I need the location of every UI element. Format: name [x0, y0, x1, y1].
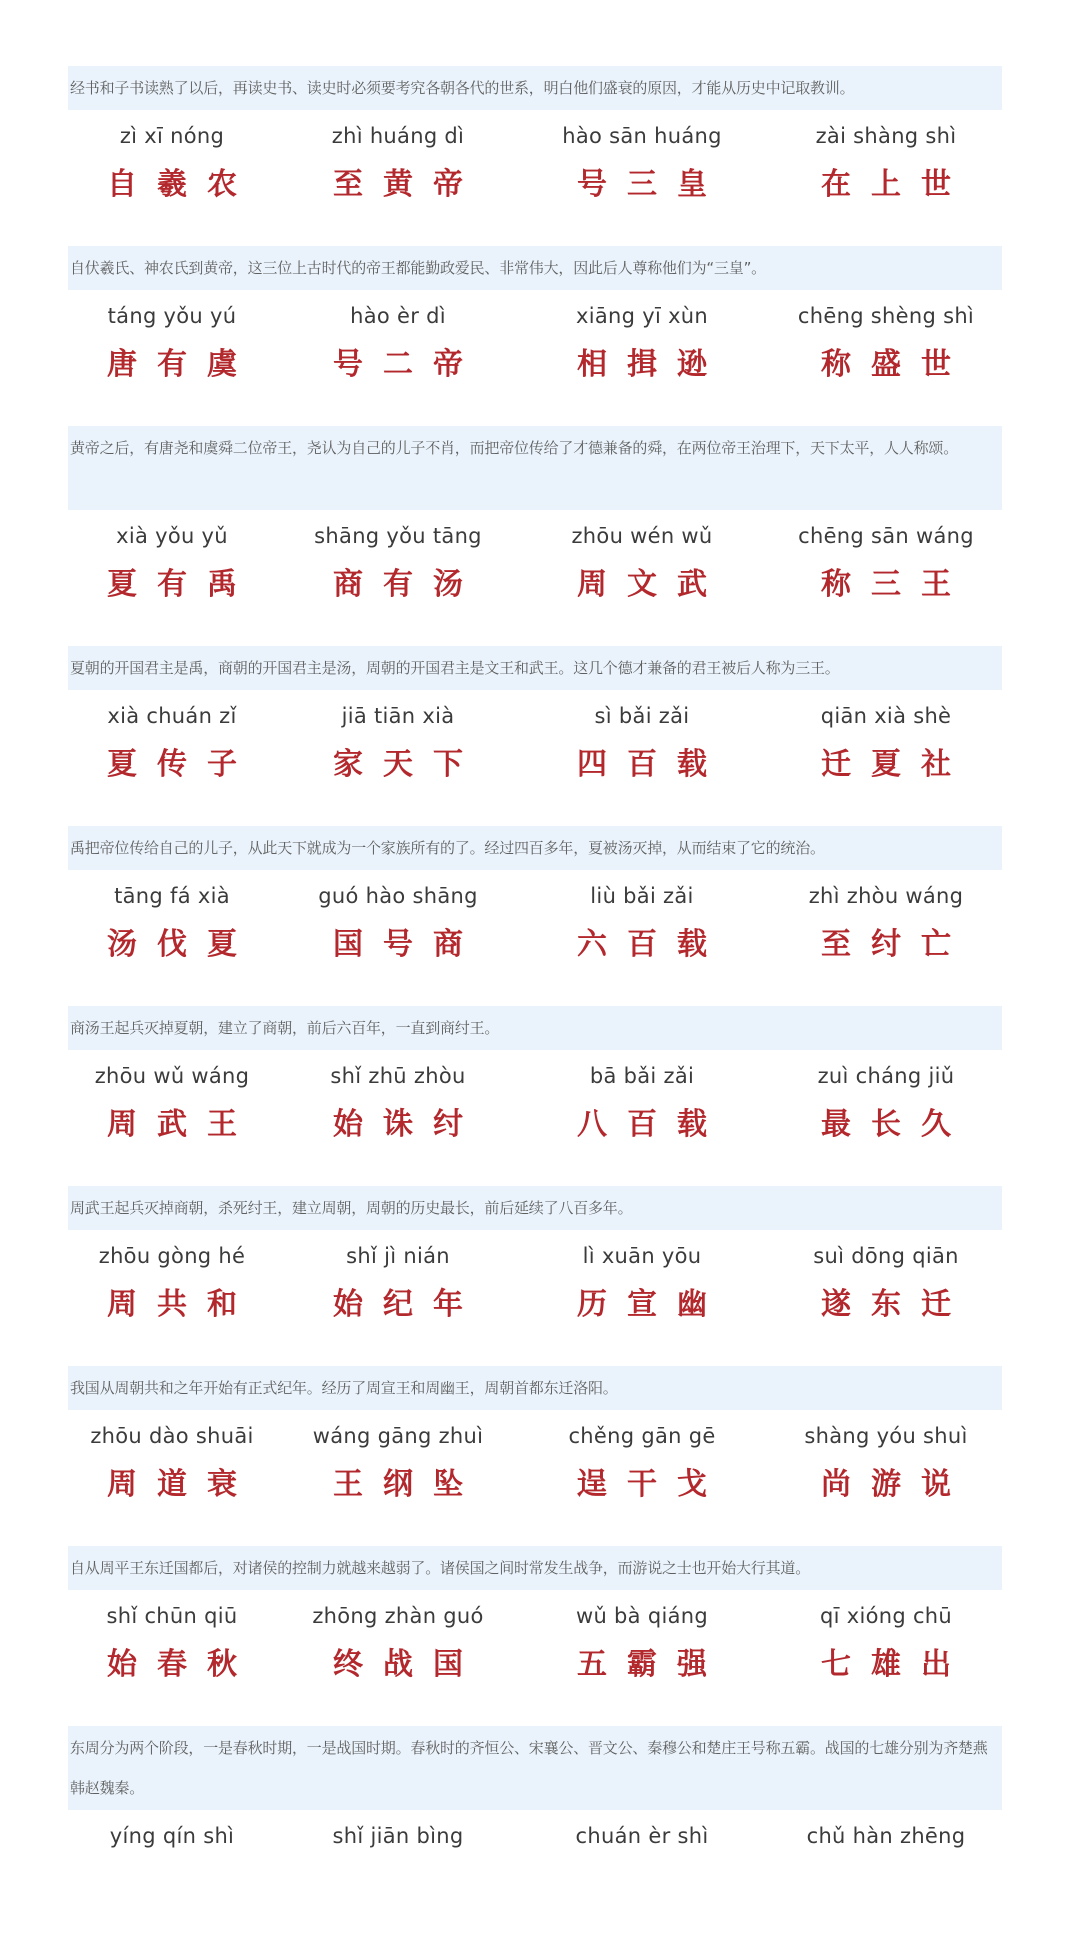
hanzi-text: 最长久 — [821, 1107, 971, 1142]
hanzi-text: 始纪年 — [333, 1287, 483, 1322]
hanzi-text: 在上世 — [821, 167, 971, 202]
verse-phrase — [288, 1050, 508, 1186]
explanation-paragraph: 周武王起兵灭掉商朝，杀死纣王，建立周朝，周朝的历史最长，前后延续了八百多年。 — [68, 1186, 1002, 1230]
verse-phrase — [62, 1590, 282, 1726]
verse-phrase — [62, 290, 282, 426]
verse-phrase — [62, 1050, 282, 1186]
verse-row — [0, 1410, 1080, 1546]
explanation-paragraph: 夏朝的开国君主是禹，商朝的开国君主是汤，周朝的开国君主是文王和武王。这几个德才兼备的君王被后人称为三王。 — [68, 646, 1002, 690]
explanation-paragraph: 东周分为两个阶段，一是春秋时期，一是战国时期。春秋时的齐恒公、宋襄公、晋文公、秦穆公和楚庄王号称五霸。战国的七雄分别为齐楚燕韩赵魏秦。 — [68, 1726, 1002, 1810]
pinyin-text: zài shàng shì — [815, 124, 957, 148]
pinyin-text: xiāng yī xùn — [575, 304, 709, 328]
verse-phrase — [532, 1230, 752, 1366]
verse-row — [0, 1230, 1080, 1366]
hanzi-text: 始春秋 — [107, 1647, 257, 1682]
hanzi-text: 遂东迁 — [821, 1287, 971, 1322]
pinyin-text: zhōu gòng hé — [98, 1244, 246, 1268]
verse-row — [0, 1810, 1080, 1878]
verse-phrase — [288, 110, 508, 246]
pinyin-text: shǐ jiān bìng — [332, 1824, 464, 1848]
verse-row — [0, 870, 1080, 1006]
hanzi-text: 自羲农 — [107, 167, 257, 202]
verse-phrase — [532, 1810, 752, 1946]
pinyin-text: zhì huáng dì — [331, 124, 465, 148]
pinyin-text: hào sān huáng — [562, 124, 722, 148]
hanzi-text: 周道衰 — [107, 1467, 257, 1502]
verse-phrase — [776, 1410, 996, 1546]
pinyin-text: yíng qín shì — [109, 1824, 235, 1848]
verse-phrase — [776, 1590, 996, 1726]
verse-phrase — [62, 1410, 282, 1546]
hanzi-text: 号二帝 — [333, 347, 483, 382]
hanzi-text: 八百载 — [577, 1107, 727, 1142]
verse-phrase — [62, 870, 282, 1006]
verse-phrase — [776, 290, 996, 426]
verse-phrase — [62, 110, 282, 246]
verse-phrase — [288, 870, 508, 1006]
verse-phrase — [532, 1410, 752, 1546]
hanzi-text: 唐有虞 — [107, 347, 257, 382]
pinyin-text: chēng shèng shì — [797, 304, 975, 328]
pinyin-text: zì xī nóng — [119, 124, 225, 148]
hanzi-text: 国号商 — [333, 927, 483, 962]
verse-row — [0, 290, 1080, 426]
verse-phrase — [288, 1230, 508, 1366]
pinyin-text: shǐ chūn qiū — [106, 1604, 238, 1628]
pinyin-text: suì dōng qiān — [813, 1244, 959, 1268]
pinyin-text: chǔ hàn zhēng — [806, 1824, 966, 1848]
pinyin-text: zhōu dào shuāi — [90, 1424, 254, 1448]
hanzi-text: 五霸强 — [577, 1647, 727, 1682]
pinyin-text: chěng gān gē — [568, 1424, 716, 1448]
pinyin-text: zhì zhòu wáng — [808, 884, 964, 908]
pinyin-text: zhōu wén wǔ — [571, 524, 713, 548]
verse-phrase — [532, 510, 752, 646]
verse-phrase — [288, 690, 508, 826]
verse-phrase — [288, 1810, 508, 1946]
hanzi-text: 夏传子 — [107, 747, 257, 782]
pinyin-text: qiān xià shè — [820, 704, 952, 728]
explanation-paragraph: 商汤王起兵灭掉夏朝，建立了商朝，前后六百年，一直到商纣王。 — [68, 1006, 1002, 1050]
pinyin-text: bā bǎi zǎi — [589, 1064, 695, 1088]
hanzi-text: 始诛纣 — [333, 1107, 483, 1142]
explanation-paragraph: 我国从周朝共和之年开始有正式纪年。经历了周宣王和周幽王，周朝首都东迁洛阳。 — [68, 1366, 1002, 1410]
pinyin-text: wáng gāng zhuì — [312, 1424, 484, 1448]
hanzi-text: 逞干戈 — [577, 1467, 727, 1502]
pinyin-text: shāng yǒu tāng — [314, 524, 482, 548]
explanation-paragraph: 黄帝之后，有唐尧和虞舜二位帝王，尧认为自己的儿子不肖，而把帝位传给了才德兼备的舜，在两位帝王治理下，天下太平，人人称颂。 — [68, 426, 1002, 510]
hanzi-text: 至黄帝 — [333, 167, 483, 202]
hanzi-text: 王纲坠 — [333, 1467, 483, 1502]
verse-row — [0, 510, 1080, 646]
hanzi-text: 至纣亡 — [821, 927, 971, 962]
pinyin-text: xià chuán zǐ — [107, 704, 237, 728]
pinyin-text: tāng fá xià — [114, 884, 230, 908]
pinyin-text: sì bǎi zǎi — [594, 704, 690, 728]
hanzi-text: 商有汤 — [333, 567, 483, 602]
hanzi-text: 家天下 — [333, 747, 483, 782]
pinyin-text: shàng yóu shuì — [804, 1424, 968, 1448]
document-page — [0, 66, 1080, 1878]
pinyin-text: zuì cháng jiǔ — [817, 1064, 955, 1088]
explanation-paragraph: 自从周平王东迁国都后，对诸侯的控制力就越来越弱了。诸侯国之间时常发生战争，而游说之士也开始大行其道。 — [68, 1546, 1002, 1590]
verse-phrase — [776, 1230, 996, 1366]
explanation-paragraph: 经书和子书读熟了以后，再读史书、读史时必须要考究各朝各代的世系，明白他们盛衰的原因，才能从历史中记取教训。 — [68, 66, 1002, 110]
verse-phrase — [532, 870, 752, 1006]
pinyin-text: hào èr dì — [350, 304, 446, 328]
pinyin-text: táng yǒu yú — [107, 304, 237, 328]
pinyin-text: liù bǎi zǎi — [590, 884, 694, 908]
verse-phrase — [532, 290, 752, 426]
verse-row — [0, 690, 1080, 826]
verse-row — [0, 1590, 1080, 1726]
hanzi-text: 称三王 — [821, 567, 971, 602]
verse-phrase — [62, 1230, 282, 1366]
pinyin-text: xià yǒu yǔ — [116, 524, 228, 548]
verse-phrase — [288, 290, 508, 426]
verse-phrase — [62, 1810, 282, 1946]
explanation-paragraph: 禹把帝位传给自己的儿子，从此天下就成为一个家族所有的了。经过四百多年，夏被汤灭掉，从而结束了它的统治。 — [68, 826, 1002, 870]
hanzi-text: 周文武 — [577, 567, 727, 602]
pinyin-text: wǔ bà qiáng — [575, 1604, 708, 1628]
verse-phrase — [776, 690, 996, 826]
hanzi-text: 夏有禹 — [107, 567, 257, 602]
pinyin-text: shǐ zhū zhòu — [330, 1064, 466, 1088]
verse-phrase — [288, 510, 508, 646]
verse-phrase — [288, 1410, 508, 1546]
verse-phrase — [776, 1810, 996, 1946]
pinyin-text: jiā tiān xià — [341, 704, 455, 728]
hanzi-text: 迁夏社 — [821, 747, 971, 782]
verse-phrase — [776, 510, 996, 646]
hanzi-text: 尚游说 — [821, 1467, 971, 1502]
pinyin-text: lì xuān yōu — [582, 1244, 702, 1268]
hanzi-text: 号三皇 — [577, 167, 727, 202]
hanzi-text: 四百载 — [577, 747, 727, 782]
verse-row — [0, 1050, 1080, 1186]
verse-phrase — [532, 1050, 752, 1186]
verse-row — [0, 110, 1080, 246]
verse-phrase — [62, 510, 282, 646]
verse-phrase — [776, 110, 996, 246]
pinyin-text: zhōng zhàn guó — [312, 1604, 484, 1628]
pinyin-text: chēng sān wáng — [798, 524, 974, 548]
hanzi-text: 终战国 — [333, 1647, 483, 1682]
hanzi-text: 六百载 — [577, 927, 727, 962]
hanzi-text: 相揖逊 — [577, 347, 727, 382]
verse-phrase — [532, 690, 752, 826]
pinyin-text: shǐ jì nián — [346, 1244, 450, 1268]
hanzi-text: 七雄出 — [821, 1647, 971, 1682]
hanzi-text: 称盛世 — [821, 347, 971, 382]
verse-phrase — [532, 1590, 752, 1726]
verse-phrase — [288, 1590, 508, 1726]
hanzi-text: 汤伐夏 — [107, 927, 257, 962]
pinyin-text: guó hào shāng — [318, 884, 478, 908]
explanation-paragraph: 自伏羲氏、神农氏到黄帝，这三位上古时代的帝王都能勤政爱民、非常伟大，因此后人尊称他们为“三皇”。 — [68, 246, 1002, 290]
verse-phrase — [776, 870, 996, 1006]
pinyin-text: zhōu wǔ wáng — [94, 1064, 250, 1088]
pinyin-text: chuán èr shì — [575, 1824, 709, 1848]
verse-phrase — [776, 1050, 996, 1186]
verse-phrase — [532, 110, 752, 246]
hanzi-text: 历宣幽 — [577, 1287, 727, 1322]
verse-phrase — [62, 690, 282, 826]
hanzi-text: 周武王 — [107, 1107, 257, 1142]
pinyin-text: qī xióng chū — [819, 1604, 953, 1628]
hanzi-text: 周共和 — [107, 1287, 257, 1322]
